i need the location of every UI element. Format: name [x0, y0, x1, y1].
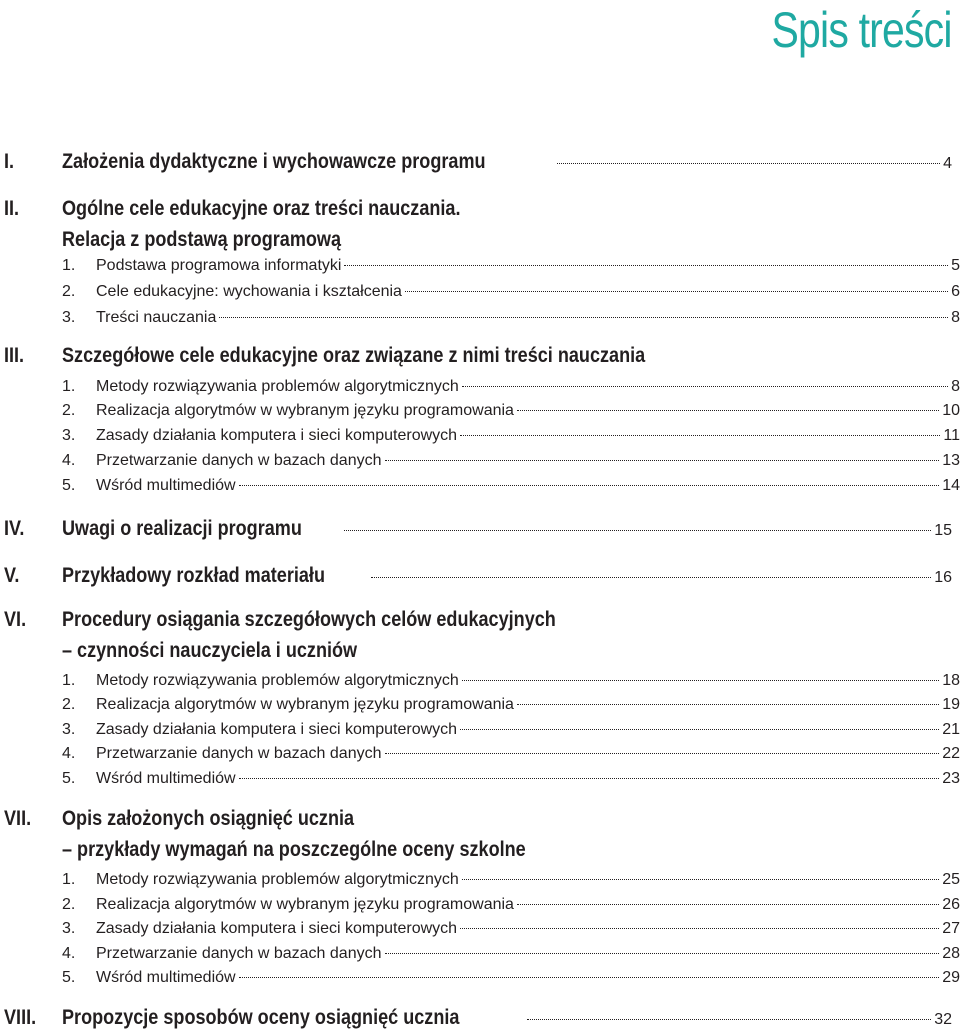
item-number: 5.	[62, 477, 76, 494]
item-title: Przetwarzanie danych w bazach danych	[96, 945, 382, 962]
dot-leader	[557, 163, 940, 164]
section-heading-text: – czynności nauczyciela i uczniów	[62, 639, 358, 662]
item-number: 1.	[62, 378, 76, 395]
dot-leader	[344, 530, 931, 531]
item-number: 1.	[62, 871, 76, 888]
item-number: 3.	[62, 427, 76, 444]
page-number: 13	[942, 452, 960, 469]
item-number: 2.	[62, 402, 76, 419]
section-heading-text: Ogólne cele edukacyjne oraz treści nauczania.	[62, 197, 461, 220]
section-heading[interactable]	[62, 806, 952, 834]
toc-item[interactable]	[62, 256, 960, 279]
section-heading-text: – przykłady wymagań na poszczególne oceny szkolne	[62, 838, 526, 861]
page-number: 4	[943, 155, 952, 172]
section-heading-text: Opis założonych osiągnięć ucznia	[62, 807, 355, 830]
section-heading-text: Założenia dydaktyczne i wychowawcze programu	[62, 150, 486, 173]
section-number: VIII.	[4, 1006, 37, 1029]
item-number: 2.	[62, 283, 76, 300]
toc-item[interactable]	[62, 377, 960, 400]
toc-item[interactable]	[62, 919, 960, 942]
dot-leader	[385, 953, 940, 954]
page-number: 32	[934, 1011, 952, 1028]
section-heading[interactable]	[62, 607, 952, 635]
page-number: 22	[942, 745, 960, 762]
toc-item[interactable]	[62, 671, 960, 694]
item-title: Realizacja algorytmów w wybranym języku programowania	[96, 696, 514, 713]
page-number: 5	[951, 257, 960, 274]
page-number: 18	[942, 672, 960, 689]
section-heading[interactable]	[62, 227, 952, 255]
section-heading[interactable]	[62, 1005, 952, 1033]
section-heading-text: Przykładowy rozkład materiału	[62, 564, 325, 587]
dot-leader	[517, 904, 939, 905]
item-number: 4.	[62, 745, 76, 762]
dot-leader	[462, 680, 939, 681]
dot-leader	[517, 410, 939, 411]
section-heading[interactable]	[62, 149, 952, 177]
section-heading-text: Szczegółowe cele edukacyjne oraz związane z nimi treści nauczania	[62, 344, 646, 367]
item-title: Podstawa programowa informatyki	[96, 257, 342, 274]
item-title: Wśród multimediów	[96, 969, 236, 986]
item-number: 4.	[62, 945, 76, 962]
item-number: 3.	[62, 721, 76, 738]
item-title: Realizacja algorytmów w wybranym języku programowania	[96, 402, 514, 419]
dot-leader	[460, 435, 940, 436]
dot-leader	[371, 577, 931, 578]
section-heading[interactable]	[62, 196, 952, 224]
item-title: Treści nauczania	[96, 309, 217, 326]
item-number: 5.	[62, 770, 76, 787]
item-title: Realizacja algorytmów w wybranym języku programowania	[96, 896, 514, 913]
toc-item[interactable]	[62, 451, 960, 474]
section-number: V.	[4, 564, 20, 587]
item-title: Zasady działania komputera i sieci komputerowych	[96, 721, 458, 738]
item-title: Wśród multimediów	[96, 770, 236, 787]
dot-leader	[405, 291, 948, 292]
page-number: 27	[942, 920, 960, 937]
section-heading[interactable]	[62, 837, 952, 865]
section-number: III.	[4, 344, 25, 367]
item-title: Metody rozwiązywania problemów algorytmicznych	[96, 871, 459, 888]
toc-item[interactable]	[62, 426, 960, 449]
toc-item[interactable]	[62, 401, 960, 424]
toc-item[interactable]	[62, 720, 960, 743]
dot-leader	[517, 704, 939, 705]
dot-leader	[385, 460, 940, 461]
page-number: 10	[942, 402, 960, 419]
page-number: 29	[942, 969, 960, 986]
page-number: 8	[951, 309, 960, 326]
page-number: 8	[951, 378, 960, 395]
toc-item[interactable]	[62, 968, 960, 991]
section-heading-text: Relacja z podstawą programową	[62, 228, 342, 251]
item-title: Wśród multimediów	[96, 477, 236, 494]
item-title: Przetwarzanie danych w bazach danych	[96, 452, 382, 469]
item-title: Zasady działania komputera i sieci komputerowych	[96, 920, 458, 937]
item-title: Zasady działania komputera i sieci komputerowych	[96, 427, 458, 444]
toc-item[interactable]	[62, 870, 960, 893]
section-heading[interactable]	[62, 563, 952, 591]
section-heading[interactable]	[62, 638, 952, 666]
page-number: 25	[942, 871, 960, 888]
item-title: Metody rozwiązywania problemów algorytmicznych	[96, 672, 459, 689]
section-number: II.	[4, 197, 20, 220]
dot-leader	[460, 729, 939, 730]
item-title: Metody rozwiązywania problemów algorytmicznych	[96, 378, 459, 395]
dot-leader	[219, 317, 948, 318]
page-number: 14	[942, 477, 960, 494]
section-heading[interactable]	[62, 516, 952, 544]
section-number: IV.	[4, 517, 25, 540]
section-heading-text: Propozycje sposobów oceny osiągnięć ucznia	[62, 1006, 460, 1029]
dot-leader	[239, 485, 940, 486]
section-heading-text: Procedury osiągania szczegółowych celów edukacyjnych	[62, 608, 556, 631]
dot-leader	[460, 928, 939, 929]
item-number: 2.	[62, 696, 76, 713]
item-number: 3.	[62, 920, 76, 937]
item-title: Przetwarzanie danych w bazach danych	[96, 745, 382, 762]
item-number: 5.	[62, 969, 76, 986]
dot-leader	[239, 778, 940, 779]
page-number: 21	[942, 721, 960, 738]
item-number: 3.	[62, 309, 76, 326]
page-number: 11	[943, 427, 960, 444]
page-title: Spis treści	[771, 2, 952, 58]
toc-item[interactable]	[62, 476, 960, 499]
toc-item[interactable]	[62, 895, 960, 918]
dot-leader	[344, 265, 948, 266]
dot-leader	[527, 1019, 931, 1020]
toc-item[interactable]	[62, 744, 960, 767]
page-number: 15	[934, 522, 952, 539]
page-number: 6	[951, 283, 960, 300]
item-number: 1.	[62, 672, 76, 689]
section-heading-text: Uwagi o realizacji programu	[62, 517, 302, 540]
dot-leader	[239, 977, 940, 978]
toc-item[interactable]	[62, 308, 960, 331]
dot-leader	[385, 753, 940, 754]
dot-leader	[462, 879, 939, 880]
page-number: 26	[942, 896, 960, 913]
section-heading[interactable]	[62, 343, 952, 371]
page-number: 19	[942, 696, 960, 713]
page-number: 28	[942, 945, 960, 962]
item-title: Cele edukacyjne: wychowania i kształcenia	[96, 283, 402, 300]
page-number: 16	[934, 569, 952, 586]
item-number: 2.	[62, 896, 76, 913]
page-number: 23	[942, 770, 960, 787]
toc-item[interactable]	[62, 282, 960, 305]
item-number: 1.	[62, 257, 76, 274]
toc-item[interactable]	[62, 695, 960, 718]
section-number: I.	[4, 150, 15, 173]
toc-item[interactable]	[62, 769, 960, 792]
section-number: VI.	[4, 608, 27, 631]
item-number: 4.	[62, 452, 76, 469]
toc-item[interactable]	[62, 944, 960, 967]
section-number: VII.	[4, 807, 32, 830]
dot-leader	[462, 386, 948, 387]
